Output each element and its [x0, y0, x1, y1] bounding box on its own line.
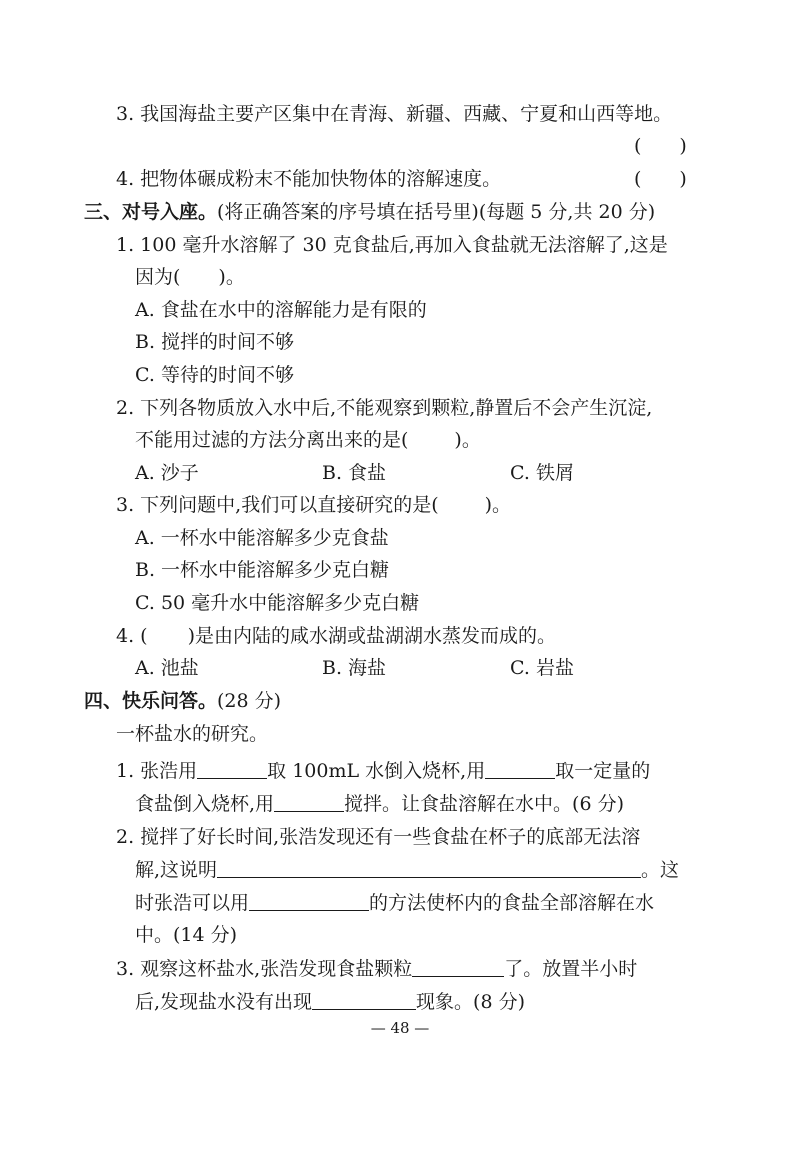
qa-question-2-line-3: 时张浩可以用 的方法使杯内的食盐全部溶解在水: [135, 892, 655, 914]
qa-question-2-line-1: 2. 搅拌了好长时间,张浩发现还有一些食盐在杯子的底部无法溶: [116, 826, 641, 848]
option-4c: C. 岩盐: [510, 657, 574, 679]
qa-question-3-line-1: 3. 观察这杯盐水,张浩发现食盐颗粒 了。放置半小时: [116, 958, 638, 980]
fill-blank[interactable]: [274, 791, 344, 812]
section-3-heading: [84, 199, 655, 225]
fill-blank[interactable]: [217, 857, 641, 878]
qa-question-1-line-1: 1. 张浩用 取 100mL 水倒入烧杯,用 取一定量的: [116, 760, 651, 782]
section-4-note: (28 分): [217, 690, 282, 712]
section-3-title: 三、对号入座。: [84, 201, 218, 223]
answer-paren-3[interactable]: ( ): [634, 135, 687, 157]
fill-blank[interactable]: [485, 758, 555, 779]
fill-blank[interactable]: [249, 890, 369, 911]
fill-blank[interactable]: [312, 989, 416, 1010]
option-1b: B. 搅拌的时间不够: [135, 331, 295, 353]
mc-question-2-line-1: 2. 下列各物质放入水中后,不能观察到颗粒,静置后不会产生沉淀,: [116, 397, 653, 419]
judge-question-4: 4. 把物体碾成粉末不能加快物体的溶解速度。: [116, 168, 502, 190]
fill-blank[interactable]: [412, 956, 504, 977]
judge-question-3: 3. 我国海盐主要产区集中在青海、新疆、西藏、宁夏和山西等地。: [116, 103, 673, 125]
option-3c: C. 50 毫升水中能溶解多少克白糖: [135, 592, 420, 614]
option-1a: A. 食盐在水中的溶解能力是有限的: [135, 299, 427, 321]
qa-question-2-line-2: 解,这说明 。这: [135, 859, 680, 881]
option-2b: B. 食盐: [322, 462, 387, 484]
qa-question-3-line-2: 后,发现盐水没有出现 现象。(8 分): [135, 991, 526, 1013]
page-number: — 48 —: [370, 1019, 430, 1037]
section-4-intro: 一杯盐水的研究。: [116, 723, 269, 745]
mc-question-4: 4. ( )是由内陆的咸水湖或盐湖湖水蒸发而成的。: [116, 625, 557, 647]
option-3a: A. 一杯水中能溶解多少克食盐: [135, 527, 389, 549]
section-4-heading: [84, 688, 281, 714]
section-4-title: 四、快乐问答。: [84, 690, 218, 712]
option-4b: B. 海盐: [322, 657, 387, 679]
section-3-note: (将正确答案的序号填在括号里)(每题 5 分,共 20 分): [217, 201, 656, 223]
qa-question-2-line-4: 中。(14 分): [135, 924, 238, 946]
option-4a: A. 池盐: [135, 657, 199, 679]
mc-question-3: 3. 下列问题中,我们可以直接研究的是( )。: [116, 494, 512, 516]
mc-question-1-line-1: 1. 100 毫升水溶解了 30 克食盐后,再加入食盐就无法溶解了,这是: [116, 234, 668, 256]
answer-paren-4[interactable]: ( ): [634, 168, 687, 190]
option-2a: A. 沙子: [135, 462, 199, 484]
qa-question-1-line-2: 食盐倒入烧杯,用 搅拌。让食盐溶解在水中。(6 分): [135, 793, 625, 815]
fill-blank[interactable]: [197, 758, 267, 779]
mc-question-2-line-2: 不能用过滤的方法分离出来的是( )。: [135, 429, 481, 451]
option-1c: C. 等待的时间不够: [135, 364, 294, 386]
mc-question-1-line-2: 因为( )。: [135, 266, 245, 288]
option-2c: C. 铁屑: [510, 462, 574, 484]
option-3b: B. 一杯水中能溶解多少克白糖: [135, 559, 390, 581]
